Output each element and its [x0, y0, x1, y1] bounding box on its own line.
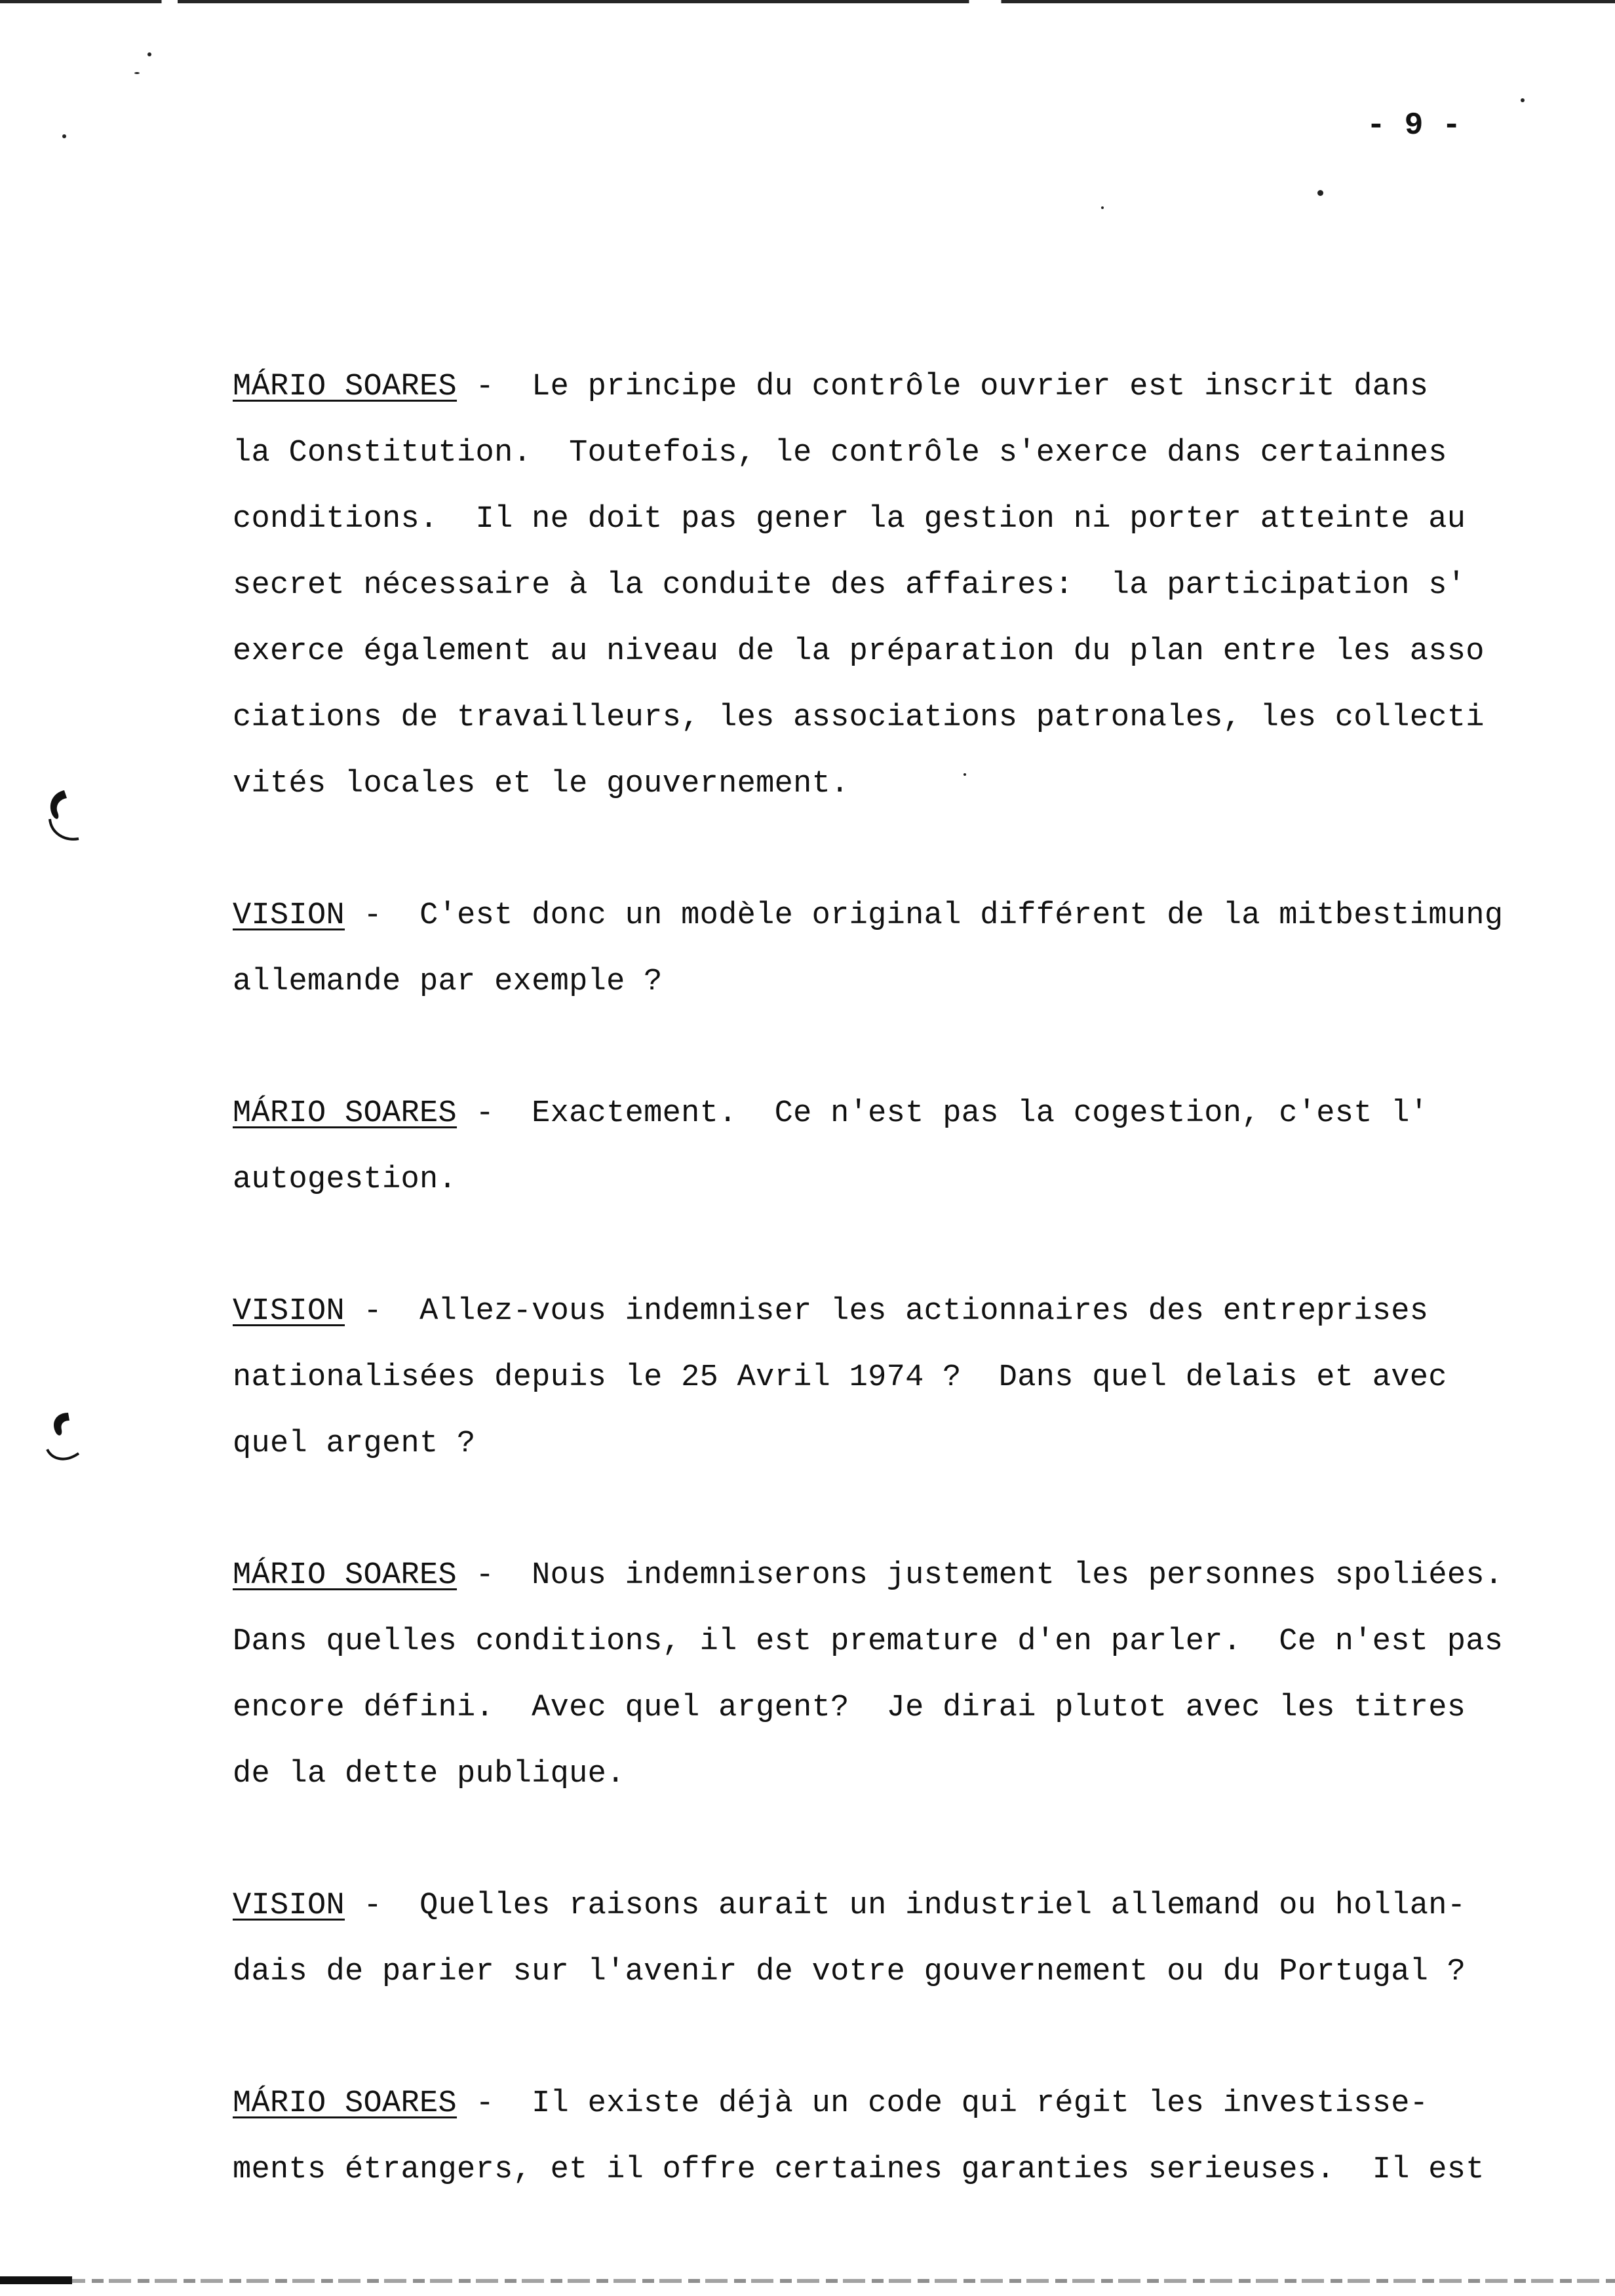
speaker-name: MÁRIO SOARES — [233, 1558, 457, 1593]
text-line — [233, 1411, 1583, 1477]
speaker-separator: - — [457, 1558, 532, 1593]
text-line — [233, 2137, 1583, 2203]
line-text: de la dette publique. — [233, 1757, 625, 1791]
speaker-name: VISION — [233, 1294, 345, 1329]
interview-transcript — [233, 354, 1583, 2268]
speaker-separator: - — [345, 1888, 420, 1923]
scan-bottom-edge — [0, 2279, 1615, 2283]
scan-speck — [1317, 190, 1323, 196]
line-text: autogestion. — [233, 1162, 457, 1197]
speaker-name: MÁRIO SOARES — [233, 1096, 457, 1131]
line-text: Dans quelles conditions, il est premature d'en parler. Ce n'est pas — [233, 1624, 1504, 1659]
line-text: conditions. Il ne doit pas gener la gestion ni porter atteinte au — [233, 502, 1466, 537]
line-text: dais de parier sur l'avenir de votre gouvernement ou du Portugal ? — [233, 1955, 1466, 1989]
line-text: C'est donc un modèle original différent de la mitbestimung — [419, 898, 1504, 933]
text-line — [233, 552, 1583, 619]
line-text: quel argent ? — [233, 1426, 476, 1461]
text-line — [233, 619, 1583, 685]
line-text: la Constitution. Toutefois, le contrôle s'exerce dans certainnes — [233, 436, 1447, 470]
speaker-separator: - — [345, 1294, 420, 1329]
text-line — [233, 354, 1583, 420]
text-line — [233, 883, 1583, 949]
text-line — [233, 949, 1583, 1015]
line-text: ciations de travailleurs, les associations patronales, les collecti — [233, 700, 1485, 735]
punch-hole-mark — [38, 1407, 81, 1466]
speaker-name: MÁRIO SOARES — [233, 370, 457, 404]
speaker-separator: - — [457, 1096, 532, 1131]
line-text: nationalisées depuis le 25 Avril 1974 ? Dans quel delais et avec — [233, 1360, 1447, 1395]
line-text: secret nécessaire à la conduite des affaires: la participation s' — [233, 568, 1466, 603]
text-line — [233, 1939, 1583, 2005]
line-text: vités locales et le gouvernement. — [233, 767, 849, 801]
page-number: - 9 - — [1367, 108, 1462, 144]
text-line — [233, 420, 1583, 486]
dialogue-paragraph — [233, 1542, 1583, 1807]
scan-speck — [147, 52, 151, 56]
text-line — [233, 1278, 1583, 1345]
text-line — [233, 2071, 1583, 2137]
text-line — [233, 1345, 1583, 1411]
line-text: exerce également au niveau de la préparation du plan entre les asso — [233, 634, 1485, 669]
line-text: allemande par exemple ? — [233, 965, 663, 999]
scan-speck — [134, 72, 140, 74]
line-text: Le principe du contrôle ouvrier est inscrit dans — [532, 370, 1429, 404]
punch-hole-mark — [38, 786, 81, 845]
speaker-separator: - — [345, 898, 420, 933]
line-text: encore défini. Avec quel argent? Je dirai plutot avec les titres — [233, 1691, 1466, 1725]
dialogue-paragraph — [233, 2071, 1583, 2203]
text-line — [233, 1081, 1583, 1147]
speaker-name: MÁRIO SOARES — [233, 2086, 457, 2121]
scan-speck — [1521, 98, 1525, 102]
speaker-name: VISION — [233, 898, 345, 933]
text-line — [233, 1147, 1583, 1213]
scan-top-edge — [0, 0, 1615, 3]
line-text: Il existe déjà un code qui régit les investisse- — [532, 2086, 1429, 2121]
scan-speck — [1101, 206, 1104, 209]
line-text: Allez-vous indemniser les actionnaires des entreprises — [419, 1294, 1429, 1329]
text-line — [233, 685, 1583, 751]
dialogue-paragraph — [233, 883, 1583, 1015]
dialogue-paragraph — [233, 354, 1583, 817]
text-line — [233, 1542, 1583, 1609]
line-text: Quelles raisons aurait un industriel allemand ou hollan- — [419, 1888, 1466, 1923]
text-line — [233, 1741, 1583, 1807]
speaker-separator: - — [457, 2086, 532, 2121]
text-line — [233, 486, 1583, 552]
dialogue-paragraph — [233, 1081, 1583, 1213]
line-text: ments étrangers, et il offre certaines garanties serieuses. Il est — [233, 2152, 1485, 2187]
text-line — [233, 1873, 1583, 1939]
scan-bottom-mark — [0, 2276, 72, 2284]
text-line — [233, 1675, 1583, 1741]
line-text: Nous indemniserons justement les personnes spoliées. — [532, 1558, 1504, 1593]
speaker-name: VISION — [233, 1888, 345, 1923]
text-line — [233, 1609, 1583, 1675]
scan-speck — [62, 134, 66, 138]
text-line — [233, 751, 1583, 817]
dialogue-paragraph — [233, 1873, 1583, 2005]
speaker-separator: - — [457, 370, 532, 404]
line-text: Exactement. Ce n'est pas la cogestion, c'est l' — [532, 1096, 1429, 1131]
dialogue-paragraph — [233, 1278, 1583, 1477]
